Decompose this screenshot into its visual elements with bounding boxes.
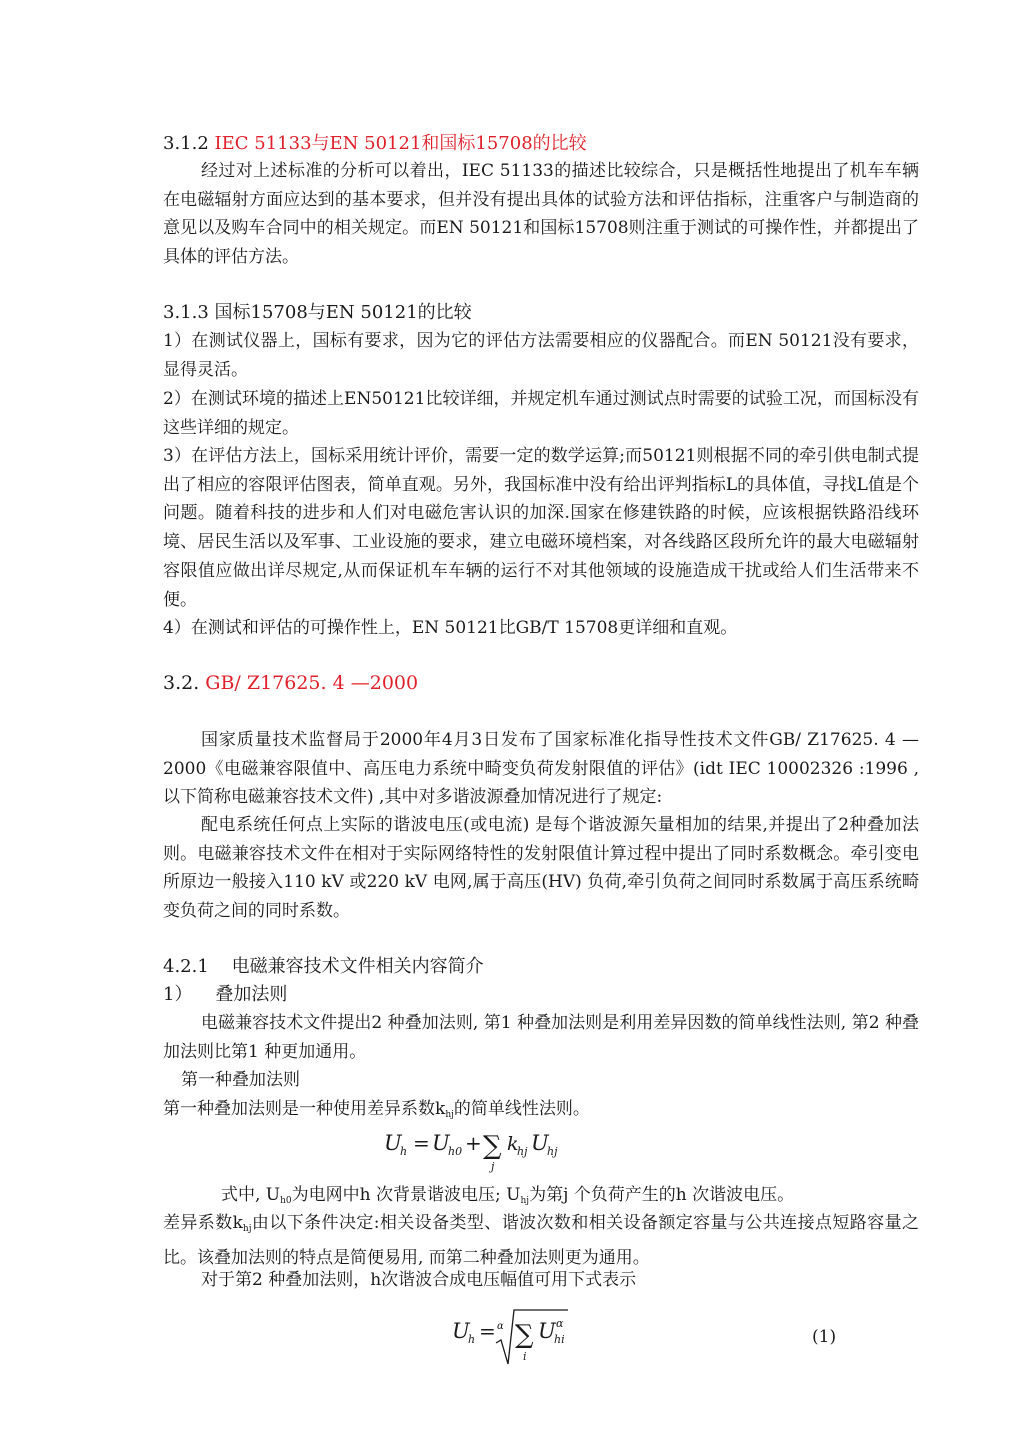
svg-text:α: α	[497, 1321, 504, 1332]
svg-text:hj: hj	[517, 1145, 528, 1158]
rule1-title: 第一种叠加法则	[181, 1070, 300, 1090]
svg-text:+: +	[465, 1131, 482, 1155]
paragraph-4-2-1: 电磁兼容技术文件提出2 种叠加法则, 第1 种叠加法则是利用差异因数的简单线性法则, 第2 种叠加法则比第1 种更加通用。	[163, 1013, 919, 1062]
section-title: GB/ Z17625. 4 —2000	[205, 672, 419, 694]
section-heading-3-1-3: 3.1.3 国标15708与EN 50121的比较	[163, 302, 472, 323]
formula-linear-sum	[380, 1122, 580, 1178]
svg-text:∑: ∑	[483, 1131, 502, 1161]
section-heading-3-1-2	[163, 130, 919, 158]
svg-text:U: U	[384, 1131, 402, 1155]
svg-text:=: =	[413, 1131, 430, 1155]
list-item-1: 1）在测试仪器上，国标有要求，因为它的评估方法需要相应的仪器配合。而EN 50121没有要求，显得灵活。	[163, 331, 919, 380]
section-number: 3.1.2	[163, 133, 215, 154]
list-item-3: 3）在评估方法上，国标采用统计评价，需要一定的数学运算;而50121则根据不同的牵引供电制式提出了相应的容限评估图表，简单直观。另外，我国标准中没有给出评判指标L的具体值，寻找L值是个问题。随着科技的进步和人们对电磁危害认识的加深.国家在修建铁路的时候，应该根据铁路沿线环境、居民生活以及军事、工业设施的要求，建立电磁环境档案，对各线路区段所允许的最大电磁辐射容限值应做出详尽规定,从而保证机车车辆的运行不对其他领域的设施造成干扰或给人们生活带来不便。	[163, 446, 919, 610]
formula-root-sum	[448, 1302, 588, 1372]
svg-text:U: U	[531, 1131, 549, 1155]
svg-text:U: U	[432, 1131, 450, 1155]
section-number: 3.2.	[163, 672, 206, 694]
rule2-intro: 对于第2 种叠加法则，h次谐波合成电压幅值可用下式表示	[201, 1270, 637, 1290]
paragraph-3-2-a: 国家质量技术监督局于2000年4月3日发布了国家标准化指导性技术文件GB/ Z17625. 4 —2000《电磁兼容限值中、高压电力系统中畸变负荷发射限值的评估》(idt IEC 10002326 :1996 ,以下简称电磁兼容技术文件) ,其中对多谐波源叠加情况进行了规定:	[163, 730, 919, 808]
svg-text:j: j	[491, 1160, 495, 1173]
list-item-2: 2）在测试环境的描述上EN50121比较详细，并规定机车通过测试点时需要的试验工况，而国标没有这些详细的规定。	[163, 389, 919, 438]
section-heading-4-2-1: 4.2.1 电磁兼容技术文件相关内容简介	[163, 956, 484, 977]
svg-text:hi: hi	[554, 1333, 565, 1346]
paragraph-3-1-2: 经过对上述标准的分析可以着出，IEC 51133的描述比较综合，只是概括性地提出了机车车辆在电磁辐射方面应达到的基本要求，但并没有提出具体的试验方法和评估指标，注重客户与制造商的意见以及购车合同中的相关规定。而EN 50121和国标15708则注重于测试的可操作性，并都提出了具体的评估方法。	[163, 161, 919, 268]
svg-text:hj: hj	[547, 1145, 558, 1158]
svg-text:i: i	[523, 1350, 527, 1363]
svg-text:α: α	[556, 1317, 564, 1330]
paragraph-3-2-b: 配电系统任何点上实际的谐波电压(或电流) 是每个谐波源矢量相加的结果,并提出了2种叠加法则。电磁兼容技术文件在相对于实际网络特性的发射限值计算过程中提出了同时系数概念。牵引变电所原边一般接入110 kV 或220 kV 电网,属于高压(HV) 负荷,牵引负荷之间同时系数属于高压系统畸变负荷之间的同时系数。	[163, 815, 919, 922]
formula-explanation: 式中, $U_{h0}$为电网中h 次背景谐波电压; $U_{hj}$为第j 个负荷产生的h 次谐波电压。	[221, 1185, 795, 1206]
svg-text:U: U	[452, 1319, 470, 1343]
svg-text:U: U	[538, 1319, 556, 1343]
section-title: IEC 51133与EN 50121和国标15708的比较	[214, 133, 587, 154]
rule1-description: 第一种叠加法则是一种使用差异系数$k_{hj}$的简单线性法则。	[163, 1099, 590, 1120]
list-item-4: 4）在测试和评估的可操作性上，EN 50121比GB/T 15708更详细和直观。	[163, 618, 738, 638]
svg-text:k: k	[507, 1133, 519, 1155]
svg-text:∑: ∑	[515, 1320, 534, 1350]
subsection-heading: 1） 叠加法则	[163, 984, 288, 1005]
svg-text:h: h	[400, 1145, 408, 1158]
svg-text:h0: h0	[448, 1145, 463, 1158]
equation-number: (1)	[812, 1327, 837, 1347]
diff-coefficient-paragraph: 差异系数$k_{hj}$由以下条件决定:相关设备类型、谐波次数和相关设备额定容量与公共连接点短路容量之比。该叠加法则的特点是简便易用, 而第二种叠加法则更为通用。	[163, 1213, 919, 1268]
section-heading-3-2	[163, 669, 919, 698]
svg-text:=: =	[479, 1319, 496, 1343]
svg-text:h: h	[468, 1333, 476, 1346]
